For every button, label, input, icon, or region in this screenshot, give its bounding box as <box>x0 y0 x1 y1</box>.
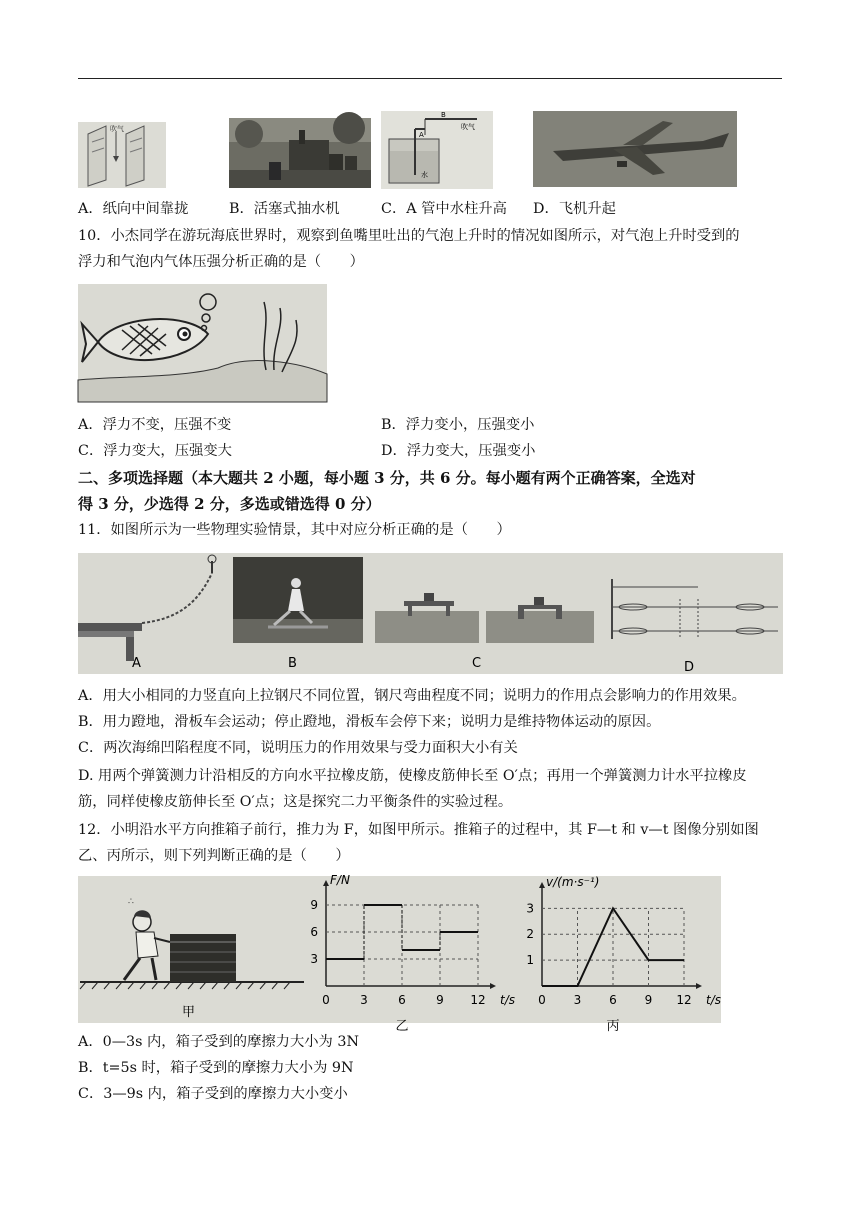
q11-option-c: C．两次海绵凹陷程度不同，说明压力的作用效果与受力面积大小有关 <box>78 740 518 756</box>
q11-label-c: C <box>472 656 482 671</box>
q11-option-b: B．用力蹬地，滑板车会运动；停止蹬地，滑板车会停下来；说明力是维持物体运动的原因。 <box>78 714 661 730</box>
q11-stem: 11．如图所示为一些物理实验情景，其中对应分析正确的是（ ） <box>78 522 511 538</box>
x-tick-label: 6 <box>398 993 406 1007</box>
x-tick-label: 12 <box>470 993 486 1007</box>
q10-option-a: A．浮力不变，压强不变 <box>78 417 232 433</box>
y-tick-label: 3 <box>526 901 534 916</box>
y-axis-label: v/(m·s⁻¹) <box>546 875 600 889</box>
y-tick-label: 9 <box>310 898 318 912</box>
tube-b-label: B <box>441 111 446 119</box>
q12-stem-line2: 乙、丙所示，则下列判断正确的是（ ） <box>78 848 350 864</box>
q11-option-d-line2: 筋，同样使橡皮筋伸长至 O′点；这是探究二力平衡条件的实验过程。 <box>78 794 513 810</box>
q12-figure <box>78 873 721 1034</box>
x-tick-label: 9 <box>644 993 653 1007</box>
y-tick-label: 2 <box>526 927 534 942</box>
q10-option-b: B．浮力变小，压强变小 <box>381 417 535 433</box>
water-label: 水 <box>421 171 428 179</box>
q11-label-d: D <box>684 660 695 675</box>
q12-stem-line1: 12．小明沿水平方向推箱子前行，推力为 F，如图甲所示。推箱子的过程中，其 F—t 和 v—t 图像分别如图 <box>78 822 759 838</box>
q9-figure-a-paper <box>78 122 166 188</box>
q11-label-a: A <box>132 656 141 671</box>
q12-option-b-text: B．t=5s 时，箱子受到的摩擦力大小为 9N <box>78 1060 354 1076</box>
q11-option-d-line1: D. 用两个弹簧测力计沿相反的方向水平拉橡皮筋，使橡皮筋伸长至 O′点；再用一个弹簧测力计水平拉橡皮 <box>78 768 747 784</box>
q9-option-a: A．纸向中间靠拢 <box>78 201 189 217</box>
fig-label-jia: 甲 <box>182 1005 196 1020</box>
x-axis-label: t/s <box>706 993 721 1007</box>
q9-figure-b-pump-photo <box>229 118 371 188</box>
q9-option-c: C．A 管中水柱升高 <box>381 201 507 217</box>
paper-sketch <box>78 122 166 188</box>
q10-option-d: D．浮力变大，压强变小 <box>381 443 536 459</box>
q11-option-a: A．用大小相同的力竖直向上拉钢尺不同位置，钢尺弯曲程度不同；说明力的作用点会影响力的作用效果。 <box>78 688 746 704</box>
q10-stem-line1: 10．小杰同学在游玩海底世界时，观察到鱼嘴里吐出的气泡上升时的情况如图所示，对气泡上升时受到的 <box>78 228 740 244</box>
x-tick-label: 9 <box>436 993 444 1007</box>
chart-title: 丙 <box>606 1019 620 1034</box>
tube-blow-label: 吹气 <box>461 123 475 131</box>
q11-figure-strip <box>78 553 783 674</box>
q11-panel-b <box>233 557 363 643</box>
x-tick-label: 12 <box>676 993 692 1007</box>
q9-option-b: B．活塞式抽水机 <box>229 201 340 217</box>
q10-option-c: C．浮力变大，压强变大 <box>78 443 232 459</box>
y-tick-label: 1 <box>526 953 534 968</box>
q9-figure-c-tube <box>381 111 493 189</box>
chart-title: 乙 <box>395 1019 409 1034</box>
y-axis-label: F/N <box>330 873 350 887</box>
q10-stem-line2: 浮力和气泡内气体压强分析正确的是（ ） <box>78 254 364 270</box>
q10-fish-figure <box>78 284 327 402</box>
q9-option-d: D．飞机升起 <box>533 201 616 217</box>
svg-text:∴: ∴ <box>128 897 134 907</box>
x-tick-label: 0 <box>322 993 330 1007</box>
section2-heading-line1: 二、多项选择题（本大题共 2 小题，每小题 3 分，共 6 分。每小题有两个正确答案，全选对 <box>78 469 696 487</box>
y-tick-label: 3 <box>310 952 318 966</box>
q12-option-c: C．3—9s 内，箱子受到的摩擦力大小变小 <box>78 1086 348 1102</box>
x-tick-label: 0 <box>538 993 546 1007</box>
x-axis-label: t/s <box>500 993 515 1007</box>
q9-figure-d-airplane-photo <box>533 111 737 187</box>
q12-option-a: A．0—3s 内，箱子受到的摩擦力大小为 3N <box>78 1034 360 1050</box>
tube-a-label: A <box>419 131 424 139</box>
q11-label-b: B <box>288 656 297 671</box>
q12-option-b <box>78 1058 354 1078</box>
blow-label: 吹气 <box>110 125 124 133</box>
x-tick-label: 6 <box>609 993 617 1007</box>
x-tick-label: 3 <box>360 993 368 1007</box>
header-rule <box>78 78 782 79</box>
x-tick-label: 3 <box>573 993 582 1007</box>
y-tick-label: 6 <box>310 925 318 939</box>
section2-heading-line2: 得 3 分，少选得 2 分，多选或错选得 0 分） <box>78 495 381 513</box>
